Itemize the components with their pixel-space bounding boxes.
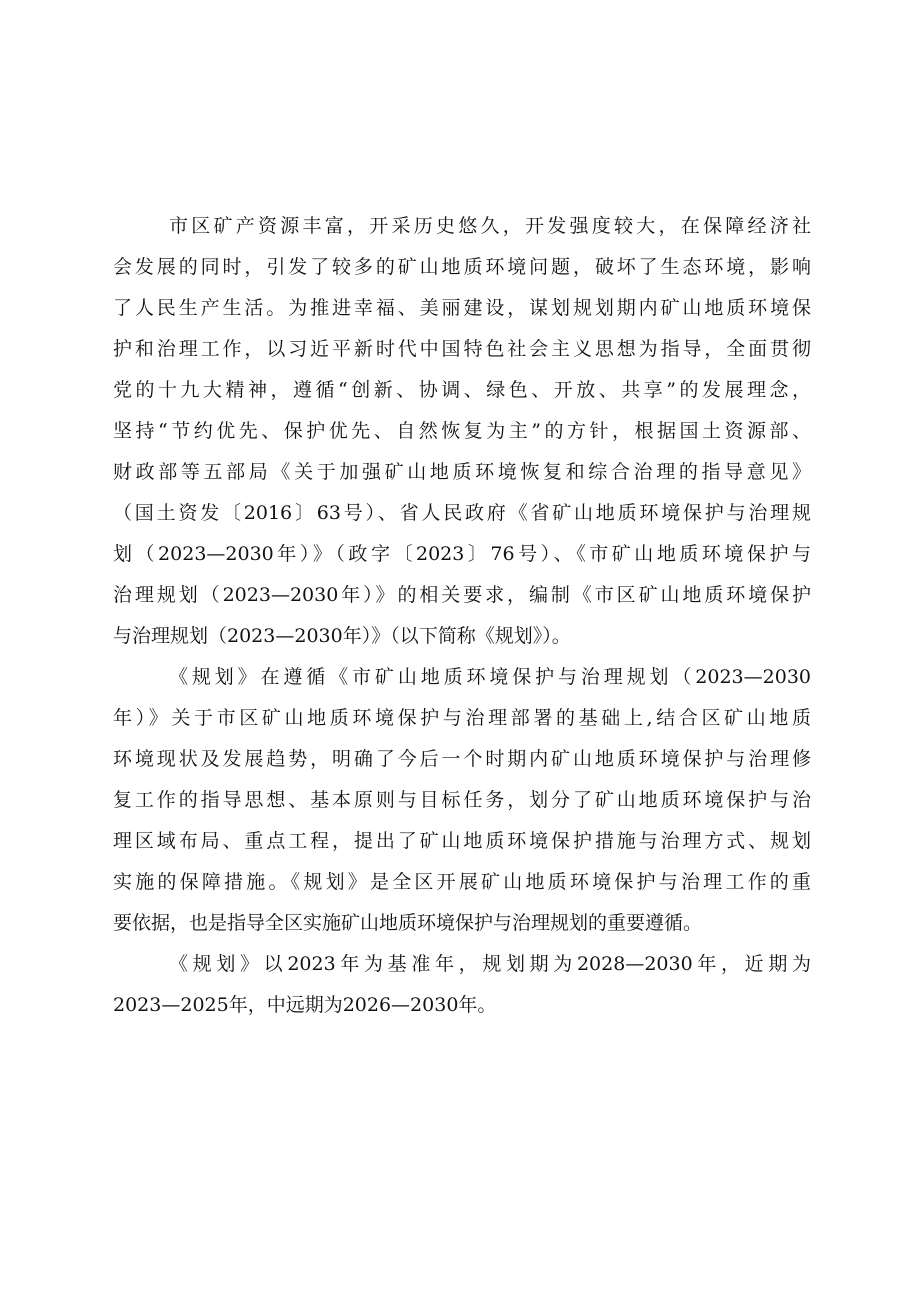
text-line: 坚持“节约优先、保护优先、自然恢复为主”的方针，根据国土资源部、	[113, 420, 811, 442]
paragraph-intro	[113, 206, 811, 657]
text-line: 与治理规划（2023—2030年）》（以下简称《规划》）。	[113, 625, 571, 647]
text-line: 《规划》在遵循《市矿山地质环境保护与治理规划（2023—2030	[169, 666, 811, 688]
paragraph-scope	[113, 657, 811, 944]
text-line: 划（2023—2030年）》（政字〔2023〕76号）、《市矿山地质环境保护与	[113, 543, 811, 565]
text-line: 2023—2025年，中远期为2026—2030年。	[113, 994, 497, 1016]
text-line: 会发展的同时，引发了较多的矿山地质环境问题，破坏了生态环境，影响	[113, 256, 811, 278]
text-line: 理区域布局、重点工程，提出了矿山地质环境保护措施与治理方式、规划	[113, 830, 811, 852]
text-line: 环境现状及发展趋势，明确了今后一个时期内矿山地质环境保护与治理修	[113, 748, 811, 770]
text-line: 市区矿产资源丰富，开采历史悠久，开发强度较大，在保障经济社	[169, 215, 811, 237]
paragraph-period	[113, 944, 811, 1026]
text-line: （国土资发〔2016〕63号）、省人民政府《省矿山地质环境保护与治理规	[113, 502, 811, 524]
text-line: 财政部等五部局《关于加强矿山地质环境恢复和综合治理的指导意见》	[113, 461, 811, 483]
text-line: 实施的保障措施。《规划》是全区开展矿山地质环境保护与治理工作的重	[113, 871, 811, 893]
text-line: 年）》关于市区矿山地质环境保护与治理部署的基础上,结合区矿山地质	[113, 707, 811, 729]
text-line: 《规划》以2023年为基准年，规划期为2028—2030年，近期为	[169, 953, 811, 975]
text-line: 要依据，也是指导全区实施矿山地质环境保护与治理规划的重要遵循。	[113, 912, 703, 934]
text-line: 治理规划（2023—2030年）》的相关要求，编制《市区矿山地质环境保护	[113, 584, 811, 606]
text-line: 党的十九大精神，遵循“创新、协调、绿色、开放、共享”的发展理念，	[113, 379, 811, 401]
document-page	[113, 206, 811, 1026]
text-line: 护和治理工作，以习近平新时代中国特色社会主义思想为指导，全面贯彻	[113, 338, 811, 360]
text-line: 复工作的指导思想、基本原则与目标任务，划分了矿山地质环境保护与治	[113, 789, 811, 811]
text-line: 了人民生产生活。为推进幸福、美丽建设，谋划规划期内矿山地质环境保	[113, 297, 811, 319]
